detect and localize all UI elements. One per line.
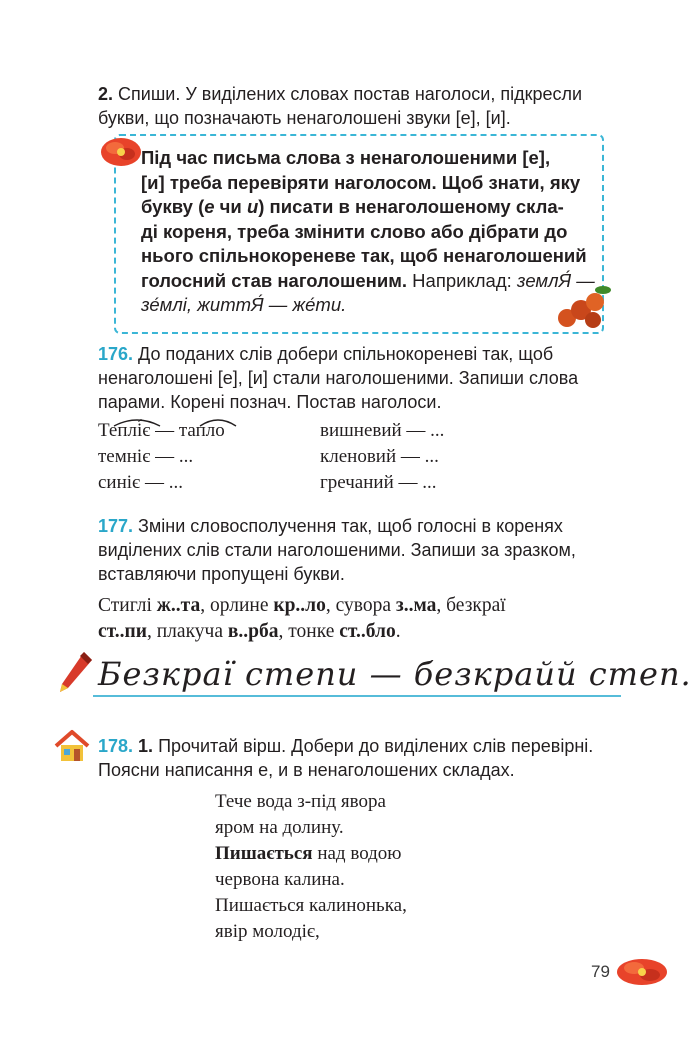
task-text: вставляючи пропущені букви. (98, 564, 345, 584)
poem-line: яром на долину. (215, 817, 344, 838)
word-pair: темніє — ... (98, 446, 194, 467)
rule-line (141, 195, 603, 220)
exercise-word: з..ма (395, 595, 437, 616)
rule-line: ді кореня, треба змінити слово або дібрати до (141, 220, 568, 242)
exercise-fragment: . (395, 621, 401, 642)
task-text: Зміни словосполучення так, щоб голосні в коренях (133, 516, 563, 536)
rule-line: Під час письма слова з ненаголошеними [е], (141, 147, 551, 168)
writing-line (93, 695, 621, 697)
poem-fragment: над водою (312, 843, 402, 864)
task-178 (98, 734, 628, 782)
rule-line: нього спільнокореневе так, щоб ненаголошений (141, 245, 587, 266)
task-number: 178. (98, 736, 134, 756)
exercise-fragment: , безкраї (436, 595, 506, 616)
rule-text (141, 146, 603, 318)
flower-icon (97, 132, 145, 172)
rule-fragment: и (246, 196, 259, 217)
page-number: 79 (591, 962, 610, 981)
rule-fragment: букву ( (141, 196, 205, 217)
task-2 (98, 82, 618, 130)
rule-fragment: Наприклад: (407, 269, 517, 291)
poem (215, 789, 407, 945)
task-text: Спиши. У виділених словах постав наголоси, підкресли (113, 84, 583, 104)
flower-icon (614, 955, 670, 989)
rule-line: [и] треба перевіряти наголосом. Щоб знати, яку (141, 171, 581, 193)
exercise-word: ст..пи (98, 621, 147, 642)
rule-fragment: голосний став наголошеним. (141, 269, 408, 291)
word-pair: кленовий — ... (320, 446, 439, 467)
rule-fragment: чи (214, 196, 247, 217)
poem-line: червона калина. (215, 869, 345, 890)
task-text: До поданих слів добери спільнокореневі так, щоб (133, 344, 554, 364)
word-pair: вишневий — ... (320, 420, 445, 441)
word-pair: гречаний — ... (320, 472, 437, 493)
task-text: Прочитай вірш. Добери до виділених слів перевірні. (153, 736, 594, 756)
handwritten-sample: Безкраї степи — безкрайй степ. (98, 655, 692, 693)
rule-line (141, 269, 603, 294)
root-arc-marks (112, 414, 242, 428)
rule-fragment: ) писати в ненаголошеному скла- (258, 196, 564, 217)
task-176 (98, 342, 618, 414)
exercise-line (98, 621, 401, 643)
rule-example: землЯ́ — (516, 269, 595, 291)
poem-line (215, 841, 407, 867)
task-subnumber: 1. (133, 736, 154, 756)
exercise-fragment: Стиглі (98, 595, 157, 616)
task-text: парами. Корені познач. Постав наголоси. (98, 392, 442, 412)
task-177 (98, 514, 618, 586)
exercise-fragment: , сувора (325, 595, 396, 616)
poem-line: Пишається калинонька, (215, 895, 407, 916)
task-text: букви, що позначають ненаголошені звуки [е], [и]. (98, 108, 511, 128)
exercise-fragment: , тонке (278, 621, 340, 642)
poem-line: Тече вода з-під явора (215, 791, 386, 812)
word-pair: Теплі́є — тапло (98, 420, 225, 441)
task-number: 177. (98, 516, 134, 536)
home-icon (53, 728, 91, 764)
exercise-line (98, 595, 506, 617)
task-text: ненаголошені [е], [и] стали наголошеними. Запиши слова (98, 368, 579, 388)
exercise-word: в..рба (227, 621, 279, 642)
exercise-word: кр..ло (273, 595, 326, 616)
task-number: 2. (98, 84, 114, 104)
exercise-fragment: , плакуча (147, 621, 228, 642)
task-text: виділених слів стали наголошеними. Запиши за зразком, (98, 540, 576, 560)
task-number: 176. (98, 344, 134, 364)
poem-bold-word: Пишається (215, 843, 313, 864)
word-pair: синіє — ... (98, 472, 183, 493)
exercise-word: ж..та (156, 595, 201, 616)
pen-icon (54, 648, 94, 696)
task-text: Поясни написання е, и в ненаголошених складах. (98, 760, 515, 780)
exercise-word: ст..бло (339, 621, 396, 642)
poem-line: явір молодіє, (215, 921, 320, 942)
rule-fragment: е (204, 196, 215, 217)
rule-example: зе́млі, життЯ́ — же́ти. (141, 294, 347, 315)
exercise-fragment: , орлине (200, 595, 274, 616)
